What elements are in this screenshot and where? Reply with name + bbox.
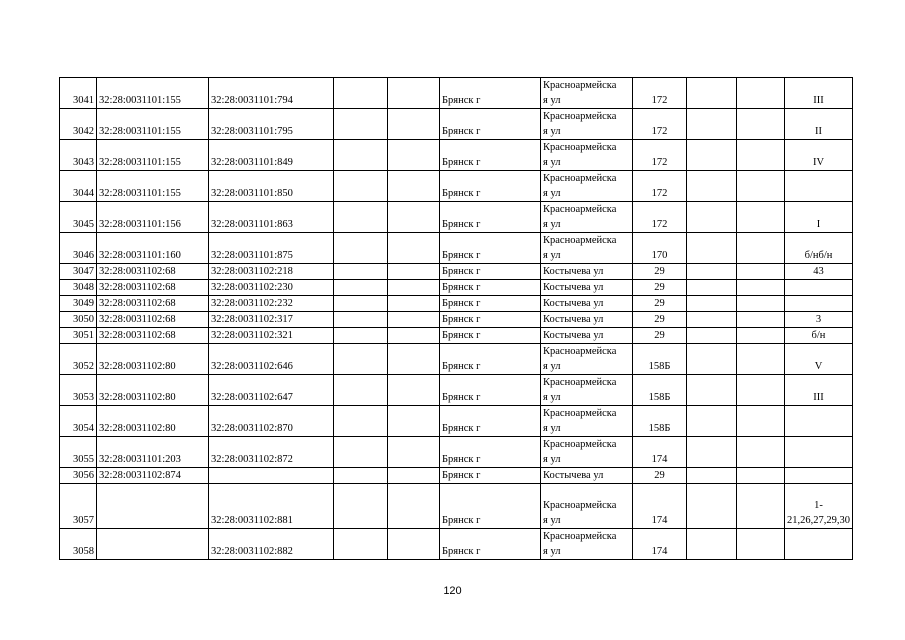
house-number-cell: 172 bbox=[633, 202, 687, 233]
street-line: Костычева ул bbox=[543, 314, 604, 325]
row-number: 3047 bbox=[60, 264, 97, 280]
cell-empty bbox=[687, 437, 737, 468]
house-number-cell: 29 bbox=[633, 280, 687, 296]
street-cell bbox=[541, 264, 633, 280]
street-line: Костычева ул bbox=[543, 282, 604, 293]
street-cell bbox=[541, 78, 633, 109]
apartment-cell: б/нб/н bbox=[785, 233, 853, 264]
cell-empty bbox=[737, 529, 785, 560]
table-row bbox=[60, 171, 853, 202]
cell-empty bbox=[687, 280, 737, 296]
cell-empty bbox=[737, 280, 785, 296]
cell-empty bbox=[687, 140, 737, 171]
cell-empty bbox=[737, 78, 785, 109]
cadastral-number-object: 32:28:0031102:317 bbox=[209, 312, 334, 328]
row-number: 3041 bbox=[60, 78, 97, 109]
cadastral-number-parcel: 32:28:0031102:68 bbox=[97, 296, 209, 312]
cadastral-number-object: 32:28:0031102:647 bbox=[209, 375, 334, 406]
street-cell bbox=[541, 484, 633, 529]
street-line: Костычева ул bbox=[543, 470, 604, 481]
cell-empty bbox=[388, 202, 440, 233]
cell-empty bbox=[334, 529, 388, 560]
row-number: 3043 bbox=[60, 140, 97, 171]
street-cell bbox=[541, 406, 633, 437]
city-cell: Брянск г bbox=[440, 437, 541, 468]
street-cell bbox=[541, 437, 633, 468]
cadastral-number-object: 32:28:0031102:218 bbox=[209, 264, 334, 280]
city-cell: Брянск г bbox=[440, 296, 541, 312]
table-row bbox=[60, 78, 853, 109]
cell-empty bbox=[334, 171, 388, 202]
cell-empty bbox=[737, 264, 785, 280]
cell-empty bbox=[687, 375, 737, 406]
table-row bbox=[60, 109, 853, 140]
street-cell bbox=[541, 344, 633, 375]
cell-empty bbox=[687, 344, 737, 375]
street-line: Красноармейска bbox=[543, 173, 617, 184]
cell-empty bbox=[334, 280, 388, 296]
house-number-cell: 158Б bbox=[633, 375, 687, 406]
apartment-cell bbox=[785, 437, 853, 468]
city-cell: Брянск г bbox=[440, 233, 541, 264]
row-number: 3054 bbox=[60, 406, 97, 437]
street-cell bbox=[541, 233, 633, 264]
cell-empty bbox=[737, 484, 785, 529]
cell-empty bbox=[334, 484, 388, 529]
city-cell: Брянск г bbox=[440, 375, 541, 406]
cell-empty bbox=[388, 140, 440, 171]
cell-empty bbox=[334, 375, 388, 406]
cell-empty bbox=[334, 140, 388, 171]
table-row bbox=[60, 344, 853, 375]
street-line: Красноармейска bbox=[543, 408, 617, 419]
row-number: 3057 bbox=[60, 484, 97, 529]
house-number-cell: 158Б bbox=[633, 406, 687, 437]
apartment-cell bbox=[785, 280, 853, 296]
apartment-cell bbox=[785, 468, 853, 484]
row-number: 3046 bbox=[60, 233, 97, 264]
cell-empty bbox=[334, 296, 388, 312]
house-number-cell: 170 bbox=[633, 233, 687, 264]
house-number-cell: 29 bbox=[633, 264, 687, 280]
row-number: 3056 bbox=[60, 468, 97, 484]
apartment-cell: 1-21,26,27,29,30 bbox=[785, 484, 853, 529]
row-number: 3050 bbox=[60, 312, 97, 328]
street-cell bbox=[541, 468, 633, 484]
cell-empty bbox=[388, 344, 440, 375]
cell-empty bbox=[334, 344, 388, 375]
cadastral-number-parcel: 32:28:0031102:68 bbox=[97, 328, 209, 344]
cell-empty bbox=[334, 437, 388, 468]
cadastral-number-object: 32:28:0031101:875 bbox=[209, 233, 334, 264]
cell-empty bbox=[737, 375, 785, 406]
cell-empty bbox=[388, 484, 440, 529]
cell-empty bbox=[687, 171, 737, 202]
house-number-cell: 29 bbox=[633, 468, 687, 484]
cell-empty bbox=[737, 140, 785, 171]
cadastral-number-object: 32:28:0031101:849 bbox=[209, 140, 334, 171]
street-cell bbox=[541, 109, 633, 140]
cell-empty bbox=[687, 529, 737, 560]
cadastral-number-parcel: 32:28:0031101:155 bbox=[97, 78, 209, 109]
street-line: я ул bbox=[543, 188, 561, 199]
street-line: Красноармейска bbox=[543, 142, 617, 153]
street-line: Красноармейска bbox=[543, 439, 617, 450]
cadastral-number-parcel: 32:28:0031102:874 bbox=[97, 468, 209, 484]
cadastral-number-object: 32:28:0031102:872 bbox=[209, 437, 334, 468]
cadastral-number-object: 32:28:0031101:795 bbox=[209, 109, 334, 140]
cadastral-number-parcel: 32:28:0031102:68 bbox=[97, 280, 209, 296]
cadastral-number-object: 32:28:0031102:882 bbox=[209, 529, 334, 560]
city-cell: Брянск г bbox=[440, 328, 541, 344]
street-line: Красноармейска bbox=[543, 80, 617, 91]
cell-empty bbox=[334, 109, 388, 140]
cadastral-number-parcel bbox=[97, 529, 209, 560]
street-cell bbox=[541, 328, 633, 344]
house-number-cell: 158Б bbox=[633, 344, 687, 375]
cadastral-number-parcel: 32:28:0031101:156 bbox=[97, 202, 209, 233]
city-cell: Брянск г bbox=[440, 344, 541, 375]
cell-empty bbox=[737, 171, 785, 202]
row-number: 3053 bbox=[60, 375, 97, 406]
cell-empty bbox=[687, 78, 737, 109]
cadastral-number-parcel: 32:28:0031102:80 bbox=[97, 406, 209, 437]
cell-empty bbox=[334, 264, 388, 280]
cadastral-number-object: 32:28:0031101:863 bbox=[209, 202, 334, 233]
cell-empty bbox=[334, 202, 388, 233]
cadastral-number-parcel: 32:28:0031101:155 bbox=[97, 140, 209, 171]
street-line: я ул bbox=[543, 515, 561, 526]
apartment-cell bbox=[785, 296, 853, 312]
cadastral-number-object bbox=[209, 468, 334, 484]
house-number-cell: 174 bbox=[633, 437, 687, 468]
row-number: 3049 bbox=[60, 296, 97, 312]
house-number-cell: 174 bbox=[633, 484, 687, 529]
city-cell: Брянск г bbox=[440, 484, 541, 529]
cell-empty bbox=[737, 296, 785, 312]
apartment-cell bbox=[785, 406, 853, 437]
row-number: 3042 bbox=[60, 109, 97, 140]
street-cell bbox=[541, 375, 633, 406]
street-line: я ул bbox=[543, 157, 561, 168]
cell-empty bbox=[334, 233, 388, 264]
row-number: 3055 bbox=[60, 437, 97, 468]
city-cell: Брянск г bbox=[440, 468, 541, 484]
cadastral-number-object: 32:28:0031102:881 bbox=[209, 484, 334, 529]
row-number: 3045 bbox=[60, 202, 97, 233]
apartment-cell: 3 bbox=[785, 312, 853, 328]
street-line: Костычева ул bbox=[543, 298, 604, 309]
street-line: я ул bbox=[543, 361, 561, 372]
cell-empty bbox=[737, 202, 785, 233]
apartment-cell: IV bbox=[785, 140, 853, 171]
cell-empty bbox=[334, 328, 388, 344]
cadastral-number-parcel bbox=[97, 484, 209, 529]
street-line: я ул bbox=[543, 392, 561, 403]
cell-empty bbox=[687, 312, 737, 328]
row-number: 3052 bbox=[60, 344, 97, 375]
street-line: Красноармейска bbox=[543, 111, 617, 122]
cell-empty bbox=[737, 406, 785, 437]
table-row bbox=[60, 312, 853, 328]
row-number: 3048 bbox=[60, 280, 97, 296]
city-cell: Брянск г bbox=[440, 280, 541, 296]
table-row bbox=[60, 202, 853, 233]
street-line: Костычева ул bbox=[543, 330, 604, 341]
apartment-cell bbox=[785, 171, 853, 202]
cell-empty bbox=[388, 233, 440, 264]
house-number-cell: 172 bbox=[633, 78, 687, 109]
cell-empty bbox=[334, 468, 388, 484]
cadastral-number-parcel: 32:28:0031102:80 bbox=[97, 375, 209, 406]
cadastral-number-object: 32:28:0031102:230 bbox=[209, 280, 334, 296]
apartment-cell: III bbox=[785, 375, 853, 406]
cell-empty bbox=[388, 109, 440, 140]
cell-empty bbox=[737, 344, 785, 375]
cell-empty bbox=[388, 406, 440, 437]
street-cell bbox=[541, 202, 633, 233]
cell-empty bbox=[737, 312, 785, 328]
page-number: 120 bbox=[443, 585, 462, 597]
table-row bbox=[60, 406, 853, 437]
street-line: Красноармейска bbox=[543, 531, 617, 542]
cell-empty bbox=[687, 109, 737, 140]
cell-empty bbox=[687, 484, 737, 529]
cell-empty bbox=[334, 406, 388, 437]
cadastral-number-object: 32:28:0031102:646 bbox=[209, 344, 334, 375]
street-line: Красноармейска bbox=[543, 235, 617, 246]
street-cell bbox=[541, 171, 633, 202]
street-line: Красноармейска bbox=[543, 377, 617, 388]
row-number: 3044 bbox=[60, 171, 97, 202]
table-row bbox=[60, 529, 853, 560]
cadastral-number-parcel: 32:28:0031101:155 bbox=[97, 171, 209, 202]
cell-empty bbox=[737, 468, 785, 484]
cell-empty bbox=[737, 328, 785, 344]
city-cell: Брянск г bbox=[440, 78, 541, 109]
cell-empty bbox=[737, 437, 785, 468]
cell-empty bbox=[334, 78, 388, 109]
apartment-cell: III bbox=[785, 78, 853, 109]
street-line: я ул bbox=[543, 423, 561, 434]
cadastral-number-object: 32:28:0031101:850 bbox=[209, 171, 334, 202]
city-cell: Брянск г bbox=[440, 202, 541, 233]
cadastral-number-parcel: 32:28:0031101:160 bbox=[97, 233, 209, 264]
street-line: Красноармейска bbox=[543, 500, 617, 511]
street-line: я ул bbox=[543, 95, 561, 106]
table-row bbox=[60, 296, 853, 312]
cell-empty bbox=[687, 233, 737, 264]
table-row bbox=[60, 280, 853, 296]
street-cell bbox=[541, 280, 633, 296]
table-row bbox=[60, 484, 853, 529]
street-cell bbox=[541, 140, 633, 171]
city-cell: Брянск г bbox=[440, 171, 541, 202]
cell-empty bbox=[737, 233, 785, 264]
table-row bbox=[60, 140, 853, 171]
apartment-cell: II bbox=[785, 109, 853, 140]
cell-empty bbox=[388, 171, 440, 202]
street-line: Костычева ул bbox=[543, 266, 604, 277]
street-line: я ул bbox=[543, 126, 561, 137]
cell-empty bbox=[388, 437, 440, 468]
street-cell bbox=[541, 312, 633, 328]
street-line: Красноармейска bbox=[543, 346, 617, 357]
apartment-cell: V bbox=[785, 344, 853, 375]
cell-empty bbox=[687, 264, 737, 280]
street-line: я ул bbox=[543, 250, 561, 261]
street-cell bbox=[541, 529, 633, 560]
street-line: я ул bbox=[543, 219, 561, 230]
cell-empty bbox=[687, 296, 737, 312]
cell-empty bbox=[334, 312, 388, 328]
cell-empty bbox=[737, 109, 785, 140]
apartment-cell: б/н bbox=[785, 328, 853, 344]
table-row bbox=[60, 437, 853, 468]
cell-empty bbox=[388, 468, 440, 484]
cell-empty bbox=[388, 328, 440, 344]
cell-empty bbox=[687, 328, 737, 344]
cadastral-number-parcel: 32:28:0031102:80 bbox=[97, 344, 209, 375]
cell-empty bbox=[687, 406, 737, 437]
table-row bbox=[60, 233, 853, 264]
register-body bbox=[60, 78, 853, 560]
street-line: Красноармейска bbox=[543, 204, 617, 215]
cell-empty bbox=[388, 78, 440, 109]
table-row bbox=[60, 328, 853, 344]
table-row bbox=[60, 264, 853, 280]
house-number-cell: 29 bbox=[633, 312, 687, 328]
street-cell bbox=[541, 296, 633, 312]
apartment-cell bbox=[785, 529, 853, 560]
street-line: я ул bbox=[543, 454, 561, 465]
cell-empty bbox=[388, 280, 440, 296]
table-row bbox=[60, 375, 853, 406]
apartment-cell: 43 bbox=[785, 264, 853, 280]
house-number-cell: 172 bbox=[633, 171, 687, 202]
house-number-cell: 29 bbox=[633, 296, 687, 312]
city-cell: Брянск г bbox=[440, 529, 541, 560]
register-table bbox=[59, 77, 853, 560]
cell-empty bbox=[388, 312, 440, 328]
cadastral-number-object: 32:28:0031102:232 bbox=[209, 296, 334, 312]
house-number-cell: 174 bbox=[633, 529, 687, 560]
cell-empty bbox=[388, 529, 440, 560]
cadastral-number-parcel: 32:28:0031101:155 bbox=[97, 109, 209, 140]
cell-empty bbox=[687, 202, 737, 233]
cell-empty bbox=[388, 296, 440, 312]
row-number: 3051 bbox=[60, 328, 97, 344]
house-number-cell: 172 bbox=[633, 140, 687, 171]
house-number-cell: 172 bbox=[633, 109, 687, 140]
cell-empty bbox=[388, 264, 440, 280]
table-row bbox=[60, 468, 853, 484]
city-cell: Брянск г bbox=[440, 140, 541, 171]
city-cell: Брянск г bbox=[440, 406, 541, 437]
city-cell: Брянск г bbox=[440, 109, 541, 140]
row-number: 3058 bbox=[60, 529, 97, 560]
cell-empty bbox=[388, 375, 440, 406]
cadastral-number-parcel: 32:28:0031102:68 bbox=[97, 312, 209, 328]
apartment-cell: I bbox=[785, 202, 853, 233]
cadastral-number-parcel: 32:28:0031102:68 bbox=[97, 264, 209, 280]
cadastral-number-object: 32:28:0031102:870 bbox=[209, 406, 334, 437]
city-cell: Брянск г bbox=[440, 312, 541, 328]
cadastral-number-object: 32:28:0031101:794 bbox=[209, 78, 334, 109]
street-line: я ул bbox=[543, 546, 561, 557]
cadastral-number-object: 32:28:0031102:321 bbox=[209, 328, 334, 344]
cadastral-number-parcel: 32:28:0031101:203 bbox=[97, 437, 209, 468]
cell-empty bbox=[687, 468, 737, 484]
house-number-cell: 29 bbox=[633, 328, 687, 344]
city-cell: Брянск г bbox=[440, 264, 541, 280]
